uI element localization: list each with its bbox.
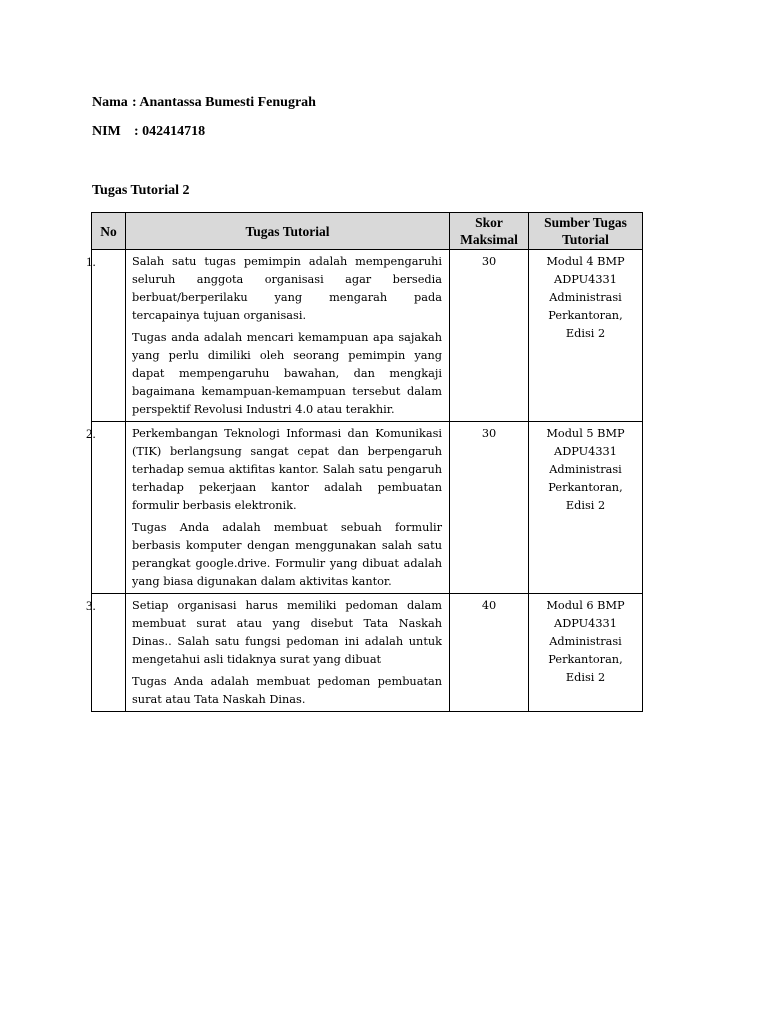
table-row [92, 594, 643, 712]
row-number: 1. [86, 254, 96, 269]
table-row [92, 422, 643, 594]
task-cell [126, 250, 450, 422]
tutorial-task-table [86, 212, 643, 712]
column-header-no: No [92, 213, 126, 250]
column-header-max-score: Skor Maksimal [450, 213, 529, 250]
source-line: Perkantoran, [548, 653, 623, 666]
table-header-row [92, 213, 643, 250]
row-number-cell [86, 250, 126, 422]
source-line: Modul 6 BMP [546, 599, 625, 612]
source-cell [529, 594, 643, 712]
task-paragraph: Tugas Anda adalah membuat sebuah formulir berbasis komputer dengan menggunakan salah satu perangkat google.drive. Formulir yang dibuat adalah yang biasa digunakan dalam aktivitas kantor. [132, 521, 442, 588]
row-number: 2. [86, 426, 96, 441]
task-paragraph: Tugas anda adalah mencari kemampuan apa sajakah yang perlu dimiliki oleh seorang pemimpin yang dapat mempengaruhu bawahan, dan mengkaji bagaimana kemampuan-kemampuan tersebut dalam perspektif Revolusi Industri 4.0 atau terakhir. [132, 331, 442, 416]
student-nim-line [92, 123, 205, 141]
source-cell [529, 422, 643, 594]
source-line: Modul 5 BMP [546, 427, 625, 440]
max-score-cell: 40 [450, 594, 529, 712]
source-line: Modul 4 BMP [546, 255, 625, 268]
source-cell [529, 250, 643, 422]
source-line: Edisi 2 [565, 327, 606, 340]
row-number-cell [86, 594, 126, 712]
max-score-cell: 30 [450, 422, 529, 594]
task-paragraph: Tugas Anda adalah membuat pedoman pembuatan surat atau Tata Naskah Dinas. [132, 675, 442, 706]
source-line: ADPU4331 [554, 617, 617, 630]
task-cell [126, 594, 450, 712]
task-paragraph: Setiap organisasi harus memiliki pedoman dalam membuat surat atau yang disebut Tata Naskah Dinas.. Salah satu fungsi pedoman ini adalah untuk mengetahui asli tidaknya surat yang dibuat [132, 599, 442, 666]
student-name-line [92, 94, 316, 112]
row-number-cell [86, 422, 126, 594]
source-line: ADPU4331 [554, 273, 617, 286]
source-line: Administrasi [549, 463, 622, 476]
column-header-task: Tugas Tutorial [126, 213, 450, 250]
source-line: Administrasi [549, 635, 622, 648]
nim-label: NIM [92, 124, 121, 139]
nim-value: : 042414718 [134, 124, 206, 139]
column-header-source: Sumber Tugas Tutorial [529, 213, 643, 250]
source-line: Edisi 2 [565, 671, 606, 684]
section-title: Tugas Tutorial 2 [92, 183, 190, 198]
source-line: ADPU4331 [554, 445, 617, 458]
source-line: Perkantoran, [548, 481, 623, 494]
table-row [92, 250, 643, 422]
source-line: Administrasi [549, 291, 622, 304]
row-number: 3. [86, 598, 96, 613]
name-label: Nama [92, 95, 128, 110]
task-cell [126, 422, 450, 594]
task-paragraph: Salah satu tugas pemimpin adalah mempengaruhi seluruh anggota organisasi agar bersedia berbuat/berperilaku yang mengarah pada tercapainya tujuan organisasi. [132, 255, 442, 322]
source-line: Edisi 2 [565, 499, 606, 512]
max-score-cell: 30 [450, 250, 529, 422]
source-line: Perkantoran, [548, 309, 623, 322]
name-value: : Anantassa Bumesti Fenugrah [132, 95, 316, 110]
task-paragraph: Perkembangan Teknologi Informasi dan Komunikasi (TIK) berlangsung sangat cepat dan berpengaruh terhadap semua aktifitas kantor. Salah satu pengaruh terhadap pekerjaan kantor adalah pembuatan formulir berbasis elektronik. [132, 427, 442, 512]
